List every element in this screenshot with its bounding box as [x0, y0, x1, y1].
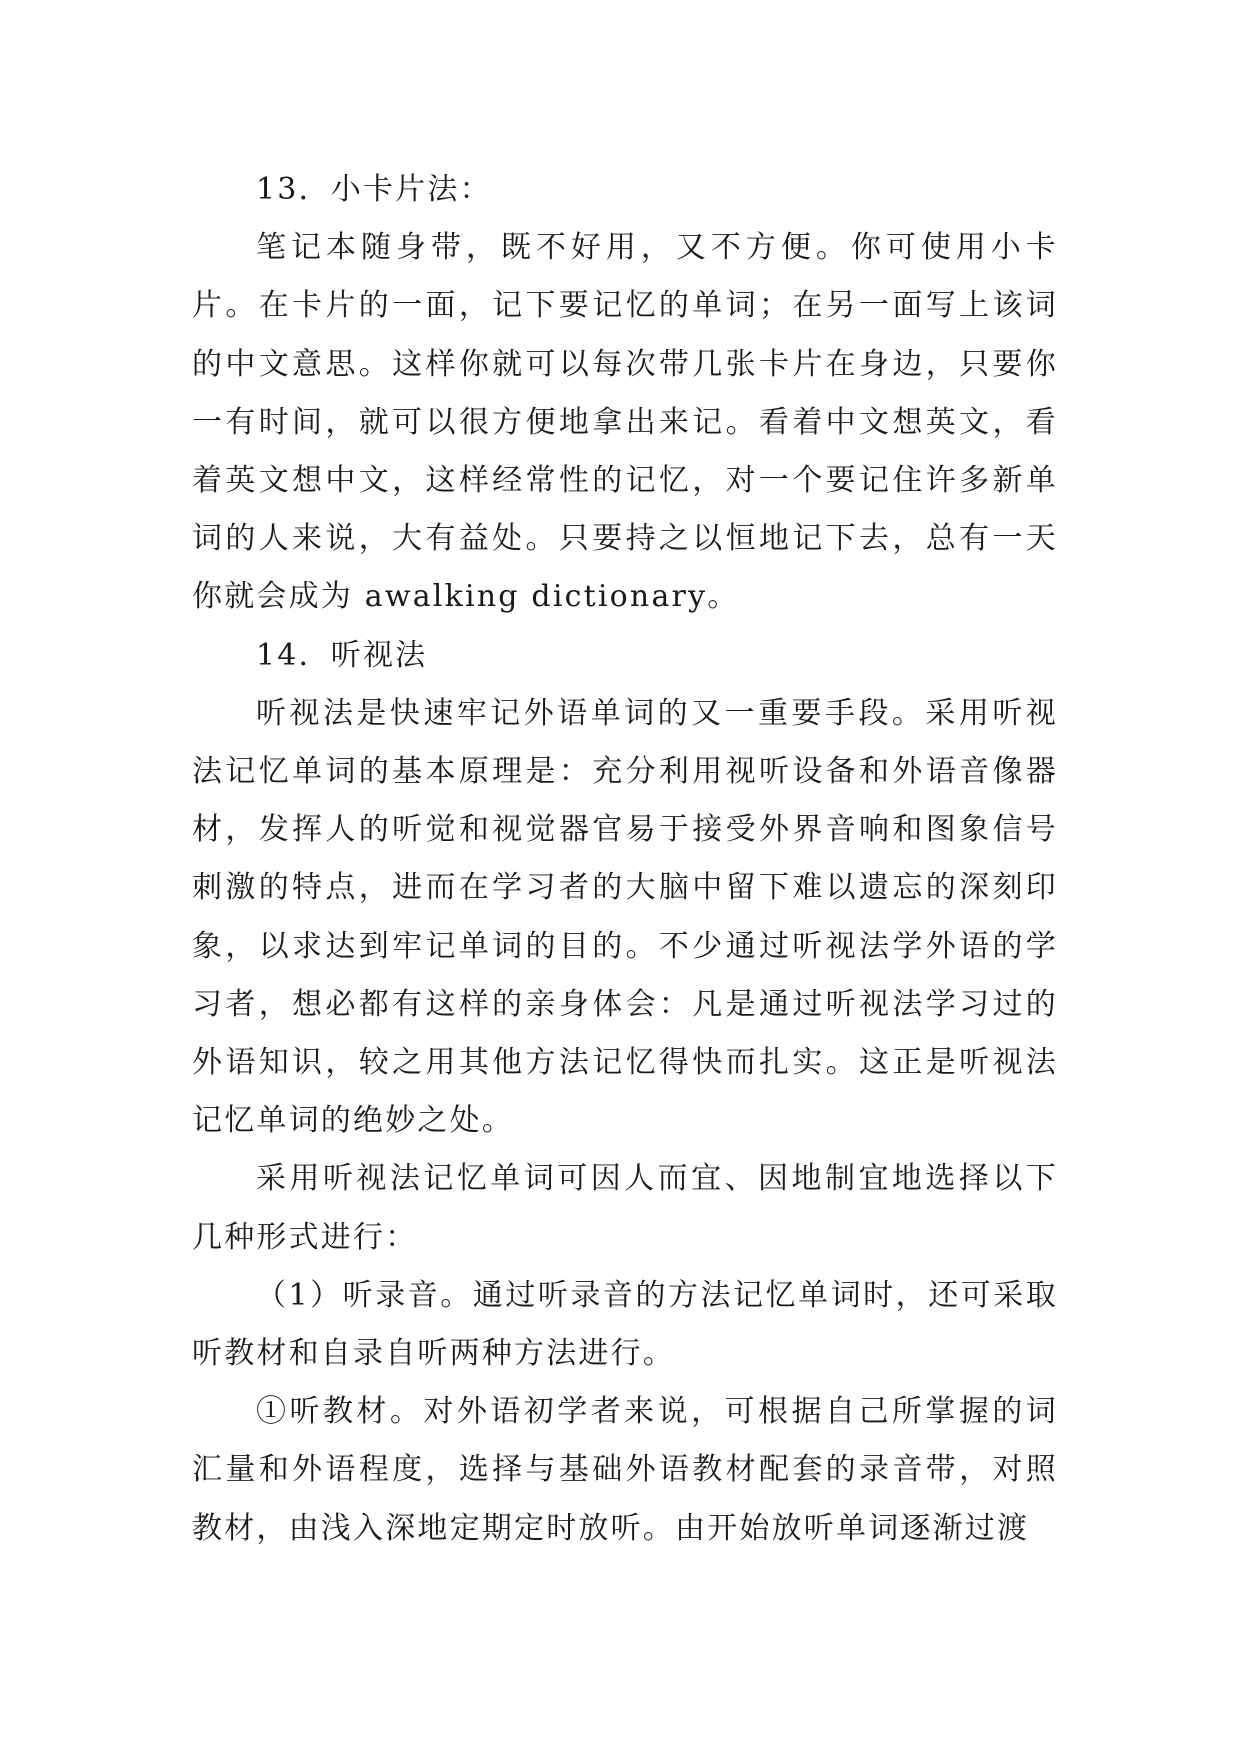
paragraph-listening-forms: 采用听视法记忆单词可因人而宜、因地制宜地选择以下几种形式进行： [192, 1161, 1058, 1255]
section-heading-13: 13．小卡片法： [256, 172, 492, 207]
paragraph-flashcard-method: 笔记本随身带，既不好用，又不方便。你可使用小卡片。在卡片的一面，记下要记忆的单词；在另一面写上该词的中文意思。这样你就可以每次带几张卡片在身边，只要你一有时间，就可以很方便地拿出来记。看着中文想英文，看着英文想中文，这样经常性的记忆，对一个要记住许多新单词的人来说，大有益处。只要持之以恒地记下去，总有一天你就会成为 awalking dictionary。 [192, 230, 1058, 615]
section-heading-14: 14．听视法 [256, 637, 428, 673]
list-item-listen-recording: （1）听录音。通过听录音的方法记忆单词时，还可采取听教材和自录自听两种方法进行。 [192, 1277, 1058, 1372]
document-body [192, 161, 1058, 1558]
paragraph-listening-method: 听视法是快速牢记外语单词的又一重要手段。采用听视法记忆单词的基本原理是：充分利用视听设备和外语音像器材，发挥人的听觉和视觉器官易于接受外界音响和图象信号刺激的特点，进而在学习者的大脑中留下难以遗忘的深刻印象，以求达到牢记单词的目的。不少通过听视法学外语的学习者，想必都有这样的亲身体会：凡是通过听视法学习过的外语知识，较之用其他方法记忆得快而扎实。这正是听视法记忆单词的绝妙之处。 [192, 695, 1058, 1139]
list-item-listen-textbook: ①听教材。对外语初学者来说，可根据自己所掌握的词汇量和外语程度，选择与基础外语教材配套的录音带，对照教材，由浅入深地定期定时放听。由开始放听单词逐渐过渡 [192, 1394, 1058, 1546]
